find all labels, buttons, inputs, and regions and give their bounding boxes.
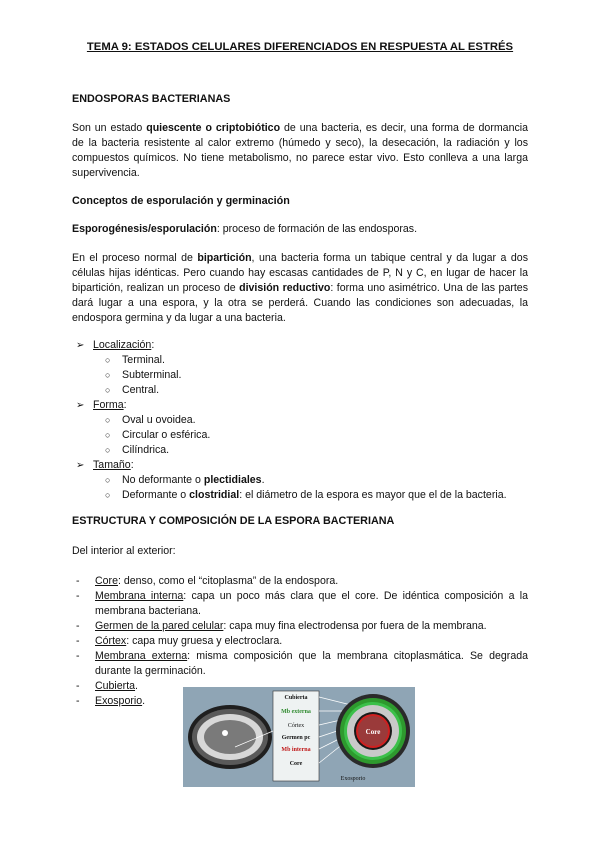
arrow-icon: ➢ [76,400,85,411]
label-germen: Germen pc [281,735,311,741]
title-text: TEMA 9: ESTADOS CELULARES DIFERENCIADOS EN RESPUESTA AL ESTRÉS [86,41,514,53]
circle-bullet-icon: ○ [105,355,111,365]
circle-bullet-icon: ○ [105,370,111,380]
label-mb-externa: Mb externa [281,709,311,715]
label-core: Core [289,761,303,767]
list-item: ○ Oval u ovoidea. [105,414,196,426]
label-cubierta: Cubierta [284,695,308,701]
label-cortex: Córtex [287,723,305,729]
list-item-core: - Core: denso, como el “citoplasma” de la endospora. [76,575,339,587]
list-item-tamano: ➢ Tamaño: [76,459,134,471]
micrograph-core [204,720,256,754]
circle-bullet-icon: ○ [105,385,111,395]
circle-bullet-icon: ○ [105,445,111,455]
bullet-list [72,338,528,503]
definition-esporulacion: Esporogénesis/esporulación: proceso de formación de las endosporas. [72,223,418,235]
list-item: ○ Circular o esférica. [105,429,211,441]
list-item: ○ Subterminal. [105,369,182,381]
list-item: ○ Central. [105,384,160,396]
spore-diagram [183,687,415,787]
circle-bullet-icon: ○ [105,430,111,440]
list-item-cubierta: - Cubierta. [76,680,138,692]
paragraph-biparticion: En el proceso normal de bipartición, una bacteria forma un tabique central y da lugar a dos células hijas idénticas. Pero cuando hay escasas cantidades de P, N y C, en lugar de hacer la bipartición, realizan un proceso de división reductivo: forma uno asimétrico. Una de las partes dará lugar a una espora, y la otra se perderá. Cuando las condiciones son adecuadas, la endospora germina y da lugar a una bacteria. [72,252,528,324]
exosporio-label: Exosporio [340,776,366,782]
list-item-membrana-externa: - Membrana externa: misma composición que la membrana citoplasmática. Se degrada durante la germinación. [76,650,528,677]
list-item: ○ Deformante o clostridial: el diámetro de la espora es mayor que el de la bacteria. [105,489,507,501]
circle-bullet-icon: ○ [105,490,111,500]
paragraph-endosporas: Son un estado quiescente o criptobiótico de una bacteria, es decir, una forma de dormancia de la bacteria resistente al calor extremo (húmedo y seco), la desecación, la radiación y los compuestos químicos. No tiene metabolismo, no parece estar vivo. Esto conlleva a una larga supervivencia. [72,122,529,179]
list-item-localizacion: ➢ Localización: [76,339,155,351]
list-item-membrana-interna: - Membrana interna: capa un poco más clara que el core. De idéntica composición a la membrana bacteriana. [76,590,528,617]
list-item-forma: ➢ Forma: [76,399,127,411]
arrow-icon: ➢ [76,340,85,351]
circle-bullet-icon: ○ [105,415,111,425]
heading-conceptos: Conceptos de esporulación y germinación [72,195,290,207]
circle-bullet-icon: ○ [105,475,111,485]
list-item: ○ Cilíndrica. [105,444,170,456]
list-item: ○ Terminal. [105,354,165,366]
heading-estructura: ESTRUCTURA Y COMPOSICIÓN DE LA ESPORA BACTERIANA [72,515,395,527]
core-text: Core [365,728,381,736]
arrow-icon: ➢ [76,460,85,471]
list-item: ○ No deformante o plectidiales. [105,474,265,486]
intro-text: Del interior al exterior: [72,545,176,557]
document-title [72,40,528,55]
list-item-cortex: - Córtex: capa muy gruesa y electroclara. [76,635,283,647]
micrograph-spot [222,730,228,736]
heading-endosporas: ENDOSPORAS BACTERIANAS [72,93,231,105]
list-item-germen: - Germen de la pared celular: capa muy fina electrodensa por fuera de la membrana. [76,620,487,632]
label-mb-interna: Mb interna [281,747,311,753]
list-item-exosporio: - Exosporio. [76,695,146,707]
